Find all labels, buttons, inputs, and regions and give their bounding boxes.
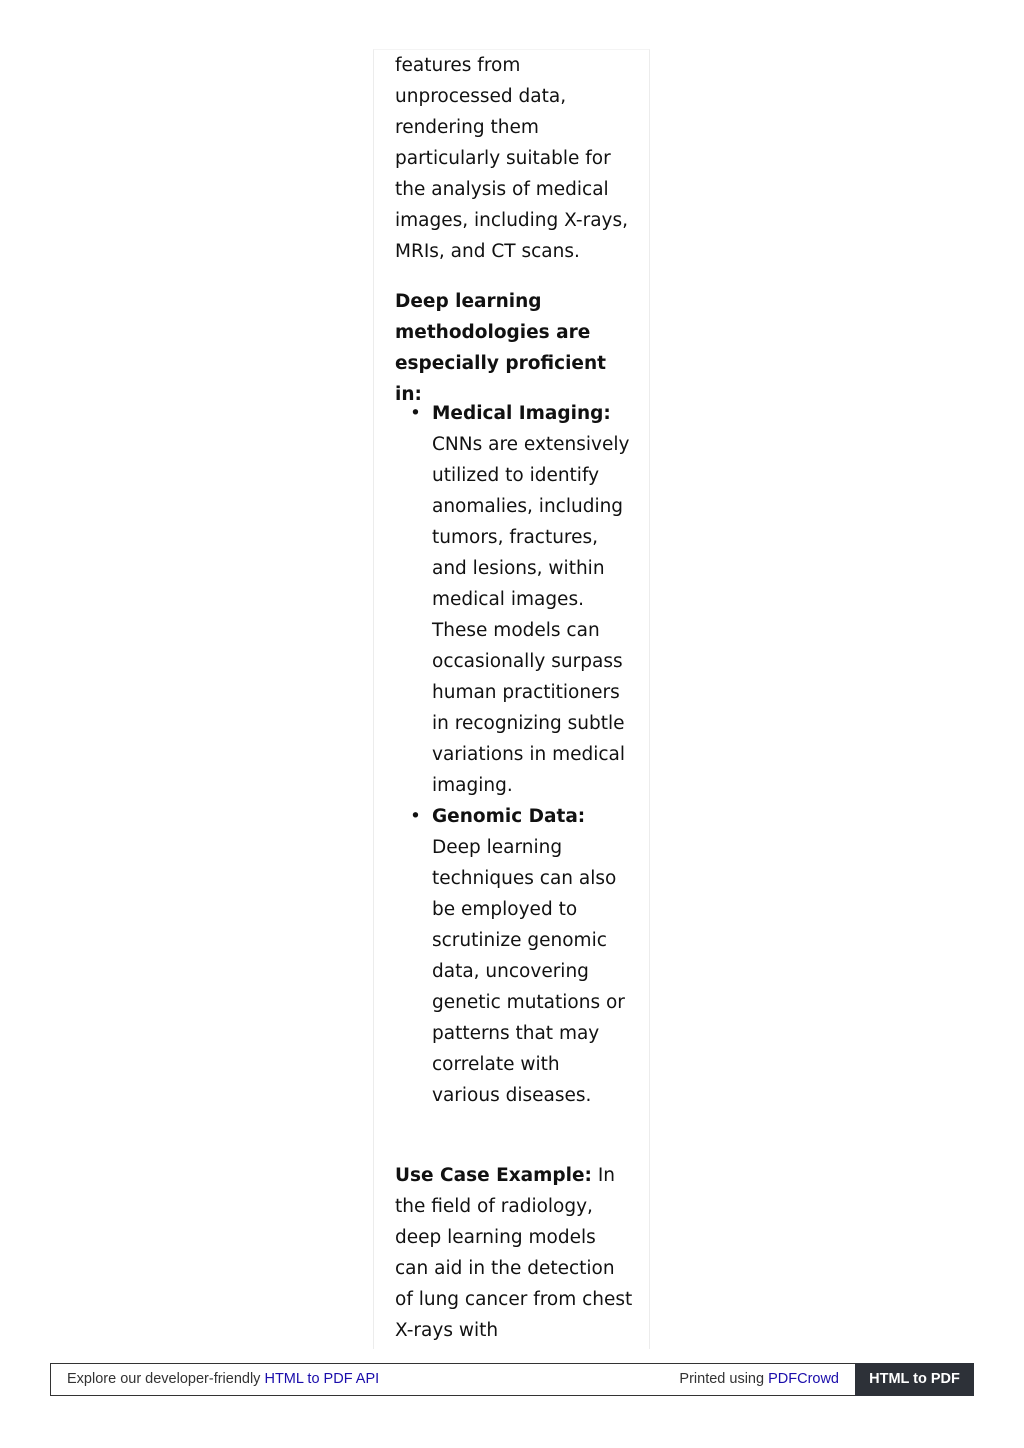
list-item xyxy=(395,801,633,1111)
bullet-icon: • xyxy=(410,403,421,424)
list-item-text: CNNs are extensively utilized to identify anomalies, including tumors, fractures, and lesions, within medical images. These models can occasionally surpass human practitioners in recognizing subtle variations in medical imaging. xyxy=(432,434,630,796)
use-case-paragraph xyxy=(395,1160,633,1346)
html-to-pdf-api-link[interactable]: HTML to PDF API xyxy=(264,1371,380,1387)
use-case-label: Use Case Example: xyxy=(395,1165,592,1186)
footer-right-text: Printed using xyxy=(679,1371,765,1387)
proficiency-list xyxy=(395,398,633,1111)
footer-left xyxy=(67,1364,379,1395)
article-column xyxy=(373,49,650,1349)
list-item-text: Deep learning techniques can also be employed to scrutinize genomic data, uncovering genetic mutations or patterns that may correlate with various diseases. xyxy=(432,837,625,1106)
list-item-term: Medical Imaging: xyxy=(432,403,611,424)
list-item-term: Genomic Data: xyxy=(432,806,586,827)
intro-paragraph: features from unprocessed data, rendering them particularly suitable for the analysis of medical images, including X-rays, MRIs, and CT scans. xyxy=(395,55,628,262)
lead-in-heading: Deep learning methodologies are especially proficient in: xyxy=(395,291,606,405)
pdfcrowd-link[interactable]: PDFCrowd xyxy=(768,1371,839,1387)
html-to-pdf-button[interactable]: HTML to PDF xyxy=(855,1363,974,1396)
use-case-text: In the field of radiology, deep learning models can aid in the detection of lung cancer from chest X-rays with xyxy=(395,1165,633,1341)
list-item xyxy=(395,398,633,801)
footer-right xyxy=(679,1364,839,1395)
bullet-icon: • xyxy=(410,806,421,827)
pdfcrowd-footer-banner xyxy=(50,1363,974,1396)
footer-left-text: Explore our developer-friendly xyxy=(67,1371,261,1387)
